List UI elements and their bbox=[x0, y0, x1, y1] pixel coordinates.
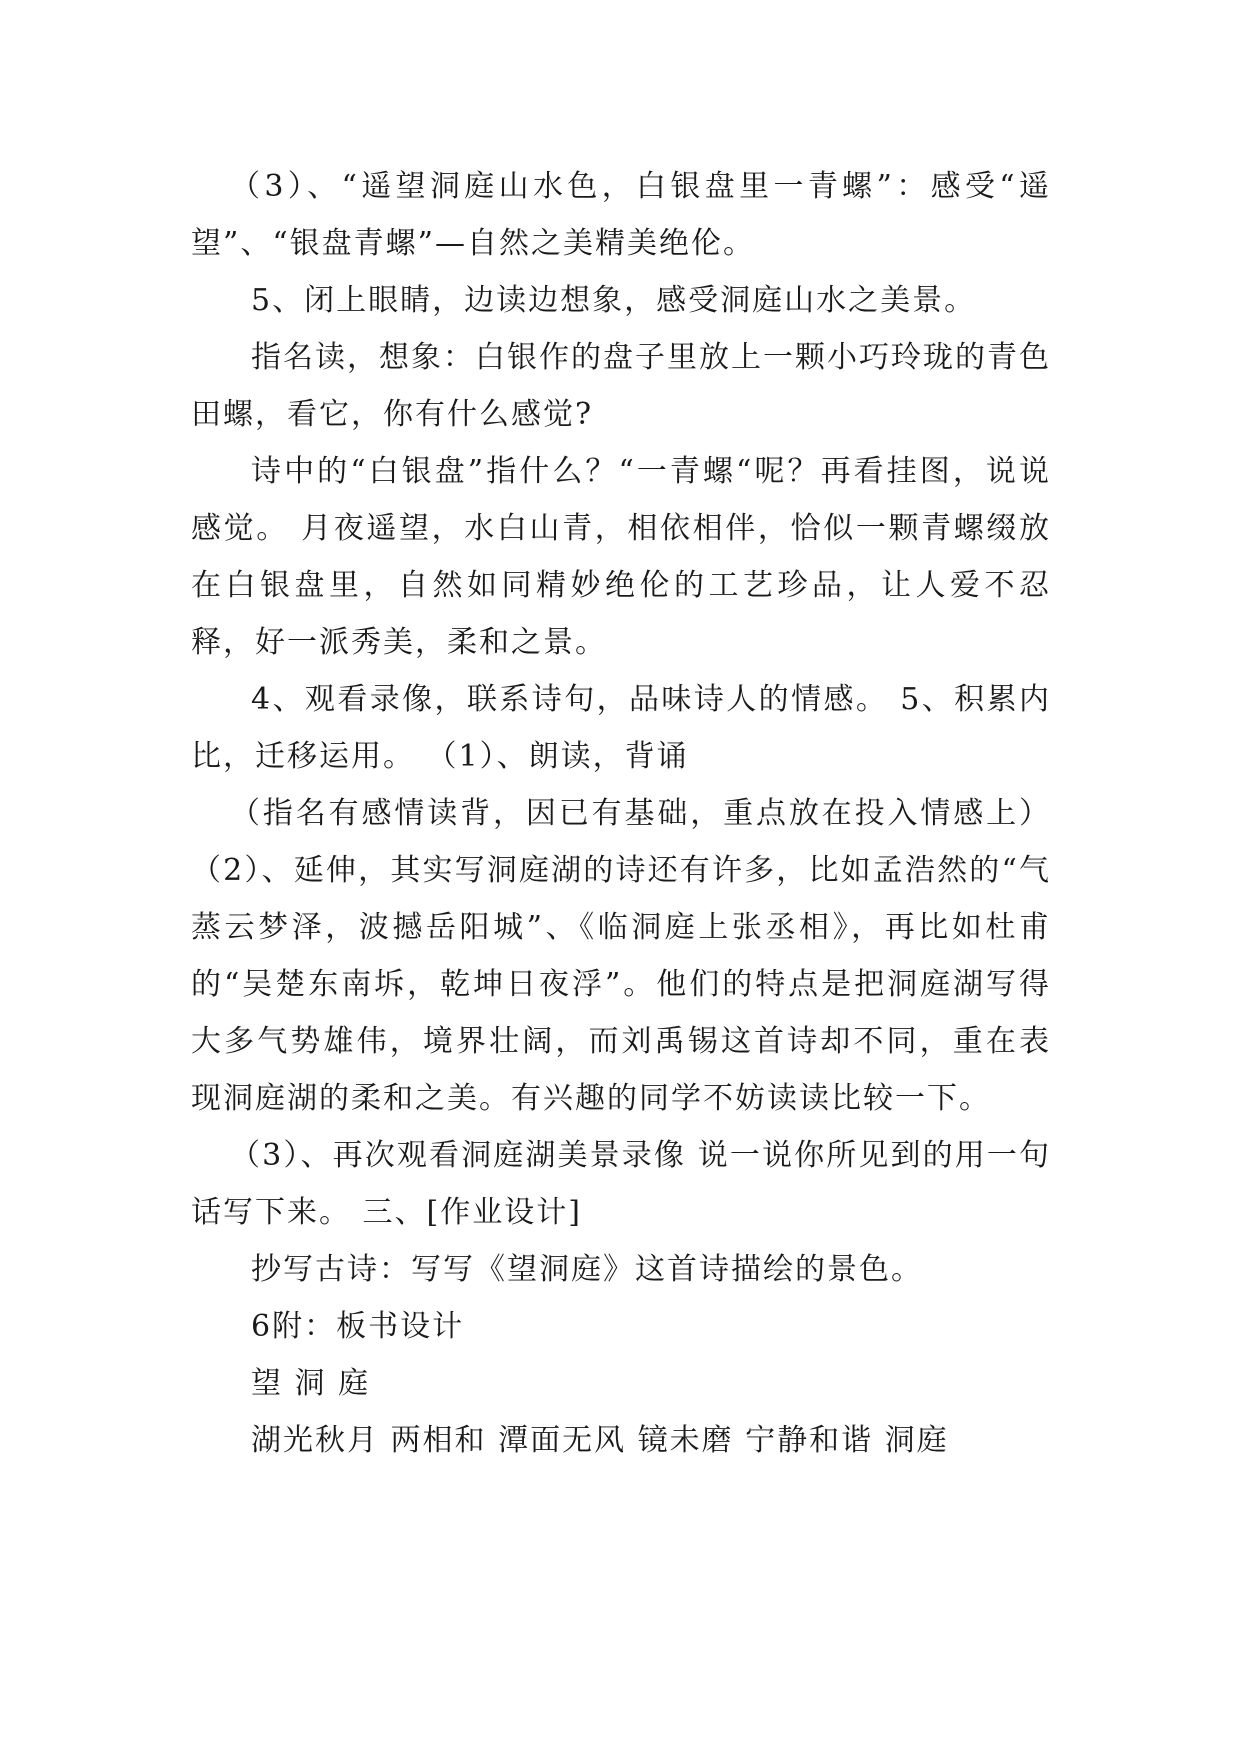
paragraph-watch-video: 4、观看录像，联系诗句，品味诗人的情感。 5、积累内比，迁移运用。 （1）、朗读，背诵 bbox=[191, 682, 1051, 774]
paragraph-close-eyes: 5、闭上眼睛，边读边想象，感受洞庭山水之美景。 bbox=[251, 283, 977, 318]
paragraph-poem-title: 望 洞 庭 bbox=[251, 1366, 371, 1401]
paragraph-imagine: 指名读，想象：白银作的盘子里放上一颗小巧玲珑的青色田螺，看它，你有什么感觉? bbox=[191, 340, 1051, 432]
document-body bbox=[191, 158, 1051, 1469]
paragraph-extension: （指名有感情读背，因已有基础，重点放在投入情感上）（2）、延伸，其实写洞庭湖的诗还有许多，比如孟浩然的“气蒸云梦泽，波撼岳阳城”、《临洞庭上张丞相》，再比如杜甫的“吴楚东南坼，乾坤日夜浮”。他们的特点是把洞庭湖写得大多气势雄伟，境界壮阔，而刘禹锡这首诗却不同，重在表现洞庭湖的柔和之美。有兴趣的同学不妨读读比较一下。 bbox=[191, 796, 1051, 1116]
paragraph-watch-again: （3）、再次观看洞庭湖美景录像 说一说你所见到的用一句话写下来。 三、[作业设计] bbox=[191, 1138, 1051, 1230]
paragraph-copy-poem: 抄写古诗：写写《望洞庭》这首诗描绘的景色。 bbox=[251, 1252, 923, 1287]
paragraph-yaowang: （3）、“遥望洞庭山水色，白银盘里一青螺”：感受“遥望”、“银盘青螺”—自然之美精美绝伦。 bbox=[191, 169, 1051, 261]
paragraph-board-lines: 湖光秋月 两相和 潭面无风 镜未磨 宁静和谐 洞庭 bbox=[251, 1423, 949, 1458]
paragraph-silver-plate: 诗中的“白银盘”指什么？“一青螺“呢？再看挂图，说说感觉。 月夜遥望，水白山青，相依相伴，恰似一颗青螺缀放在白银盘里，自然如同精妙绝伦的工艺珍品，让人爱不忍释，好一派秀美，柔和之景。 bbox=[191, 454, 1051, 660]
paragraph-board-design: 6附：板书设计 bbox=[251, 1309, 465, 1344]
